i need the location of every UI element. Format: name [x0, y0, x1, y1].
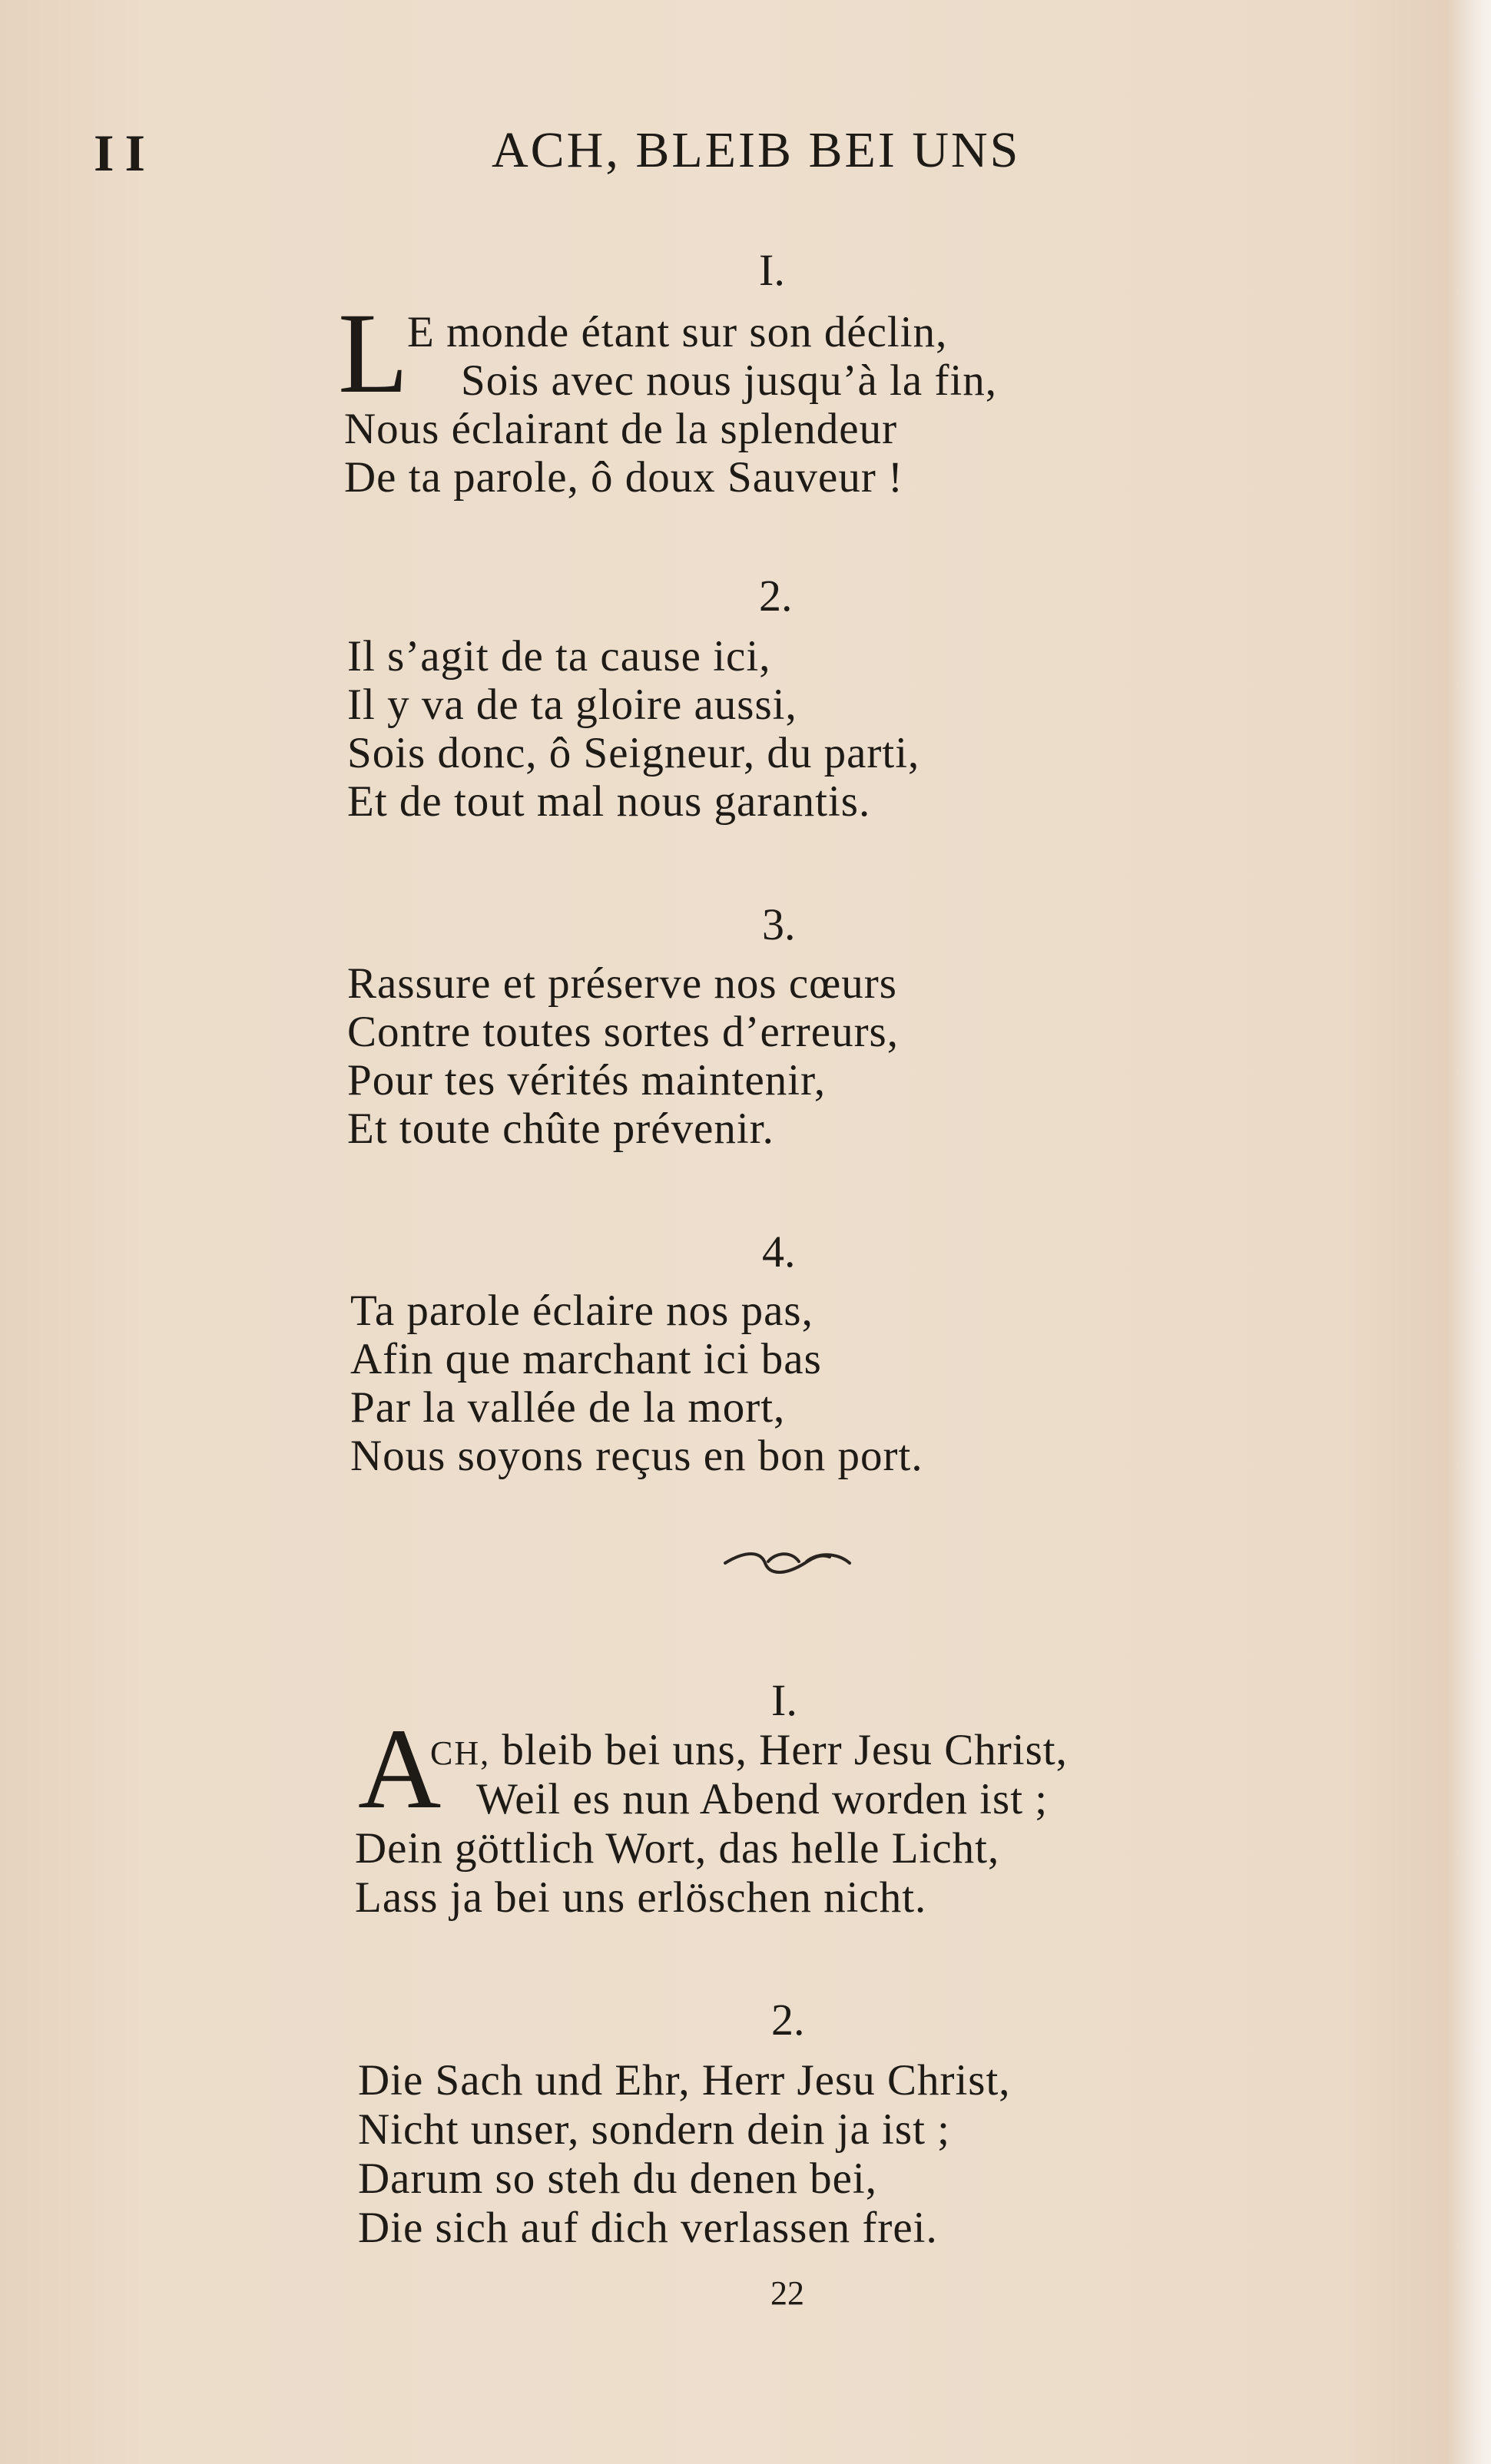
stanza-number: 2. [771, 1995, 805, 2045]
verse-line: Darum so steh du denen bei, [358, 2154, 878, 2203]
verse-line: Pour tes vérités maintenir, [347, 1056, 827, 1104]
stanza-number: 4. [762, 1227, 796, 1277]
stanza-number: 2. [759, 571, 793, 621]
verse-line: Sois avec nous jusqu’à la fin, [461, 356, 998, 405]
verse-line: Il s’agit de ta cause ici, [347, 632, 771, 681]
verse-line: Nicht unser, sondern dein ja ist ; [358, 2105, 950, 2154]
verse-line: Afin que marchant ici bas [350, 1335, 822, 1383]
hymn-title: ACH, BLEIB BEI UNS [492, 122, 1021, 178]
verse-line: Sois donc, ô Seigneur, du parti, [347, 729, 920, 777]
verse-line: Dein göttlich Wort, das helle Licht, [355, 1824, 1000, 1873]
stanza-number: I. [771, 1675, 797, 1725]
verse-line: Il y va de ta gloire aussi, [347, 681, 797, 729]
verse-line: De ta parole, ô doux Sauveur ! [344, 453, 904, 502]
verse-line: Contre toutes sortes d’erreurs, [347, 1008, 899, 1056]
small-caps-opening: CH, [430, 1734, 491, 1772]
verse-line: Ta parole éclaire nos pas, [350, 1287, 813, 1335]
verse-line: Die sich auf dich verlassen frei. [358, 2204, 938, 2252]
stanza-number: I. [759, 245, 785, 295]
verse-line: Rassure et préserve nos cœurs [347, 959, 897, 1008]
drop-cap: A [358, 1705, 442, 1833]
verse-line: Par la vallée de la mort, [350, 1383, 786, 1432]
verse-line [430, 1725, 1068, 1775]
section-number: II [94, 124, 156, 182]
verse-line: Lass ja bei uns erlöschen nicht. [355, 1873, 927, 1922]
drop-cap: L [338, 290, 409, 417]
verse-line: Die Sach und Ehr, Herr Jesu Christ, [358, 2056, 1011, 2105]
verse-line: E monde étant sur son déclin, [407, 308, 948, 356]
page-number: 22 [770, 2274, 804, 2312]
stanza-number: 3. [762, 899, 796, 949]
verse-line-rest: bleib bei uns, Herr Jesu Christ, [490, 1726, 1068, 1774]
verse-line: Nous soyons reçus en bon port. [350, 1432, 923, 1480]
ornament-divider [722, 1548, 853, 1578]
verse-line: Et de tout mal nous garantis. [347, 777, 871, 826]
verse-line: Weil es nun Abend worden ist ; [476, 1775, 1049, 1823]
verse-line: Nous éclairant de la splendeur [344, 405, 898, 453]
verse-line: Et toute chûte prévenir. [347, 1104, 774, 1153]
